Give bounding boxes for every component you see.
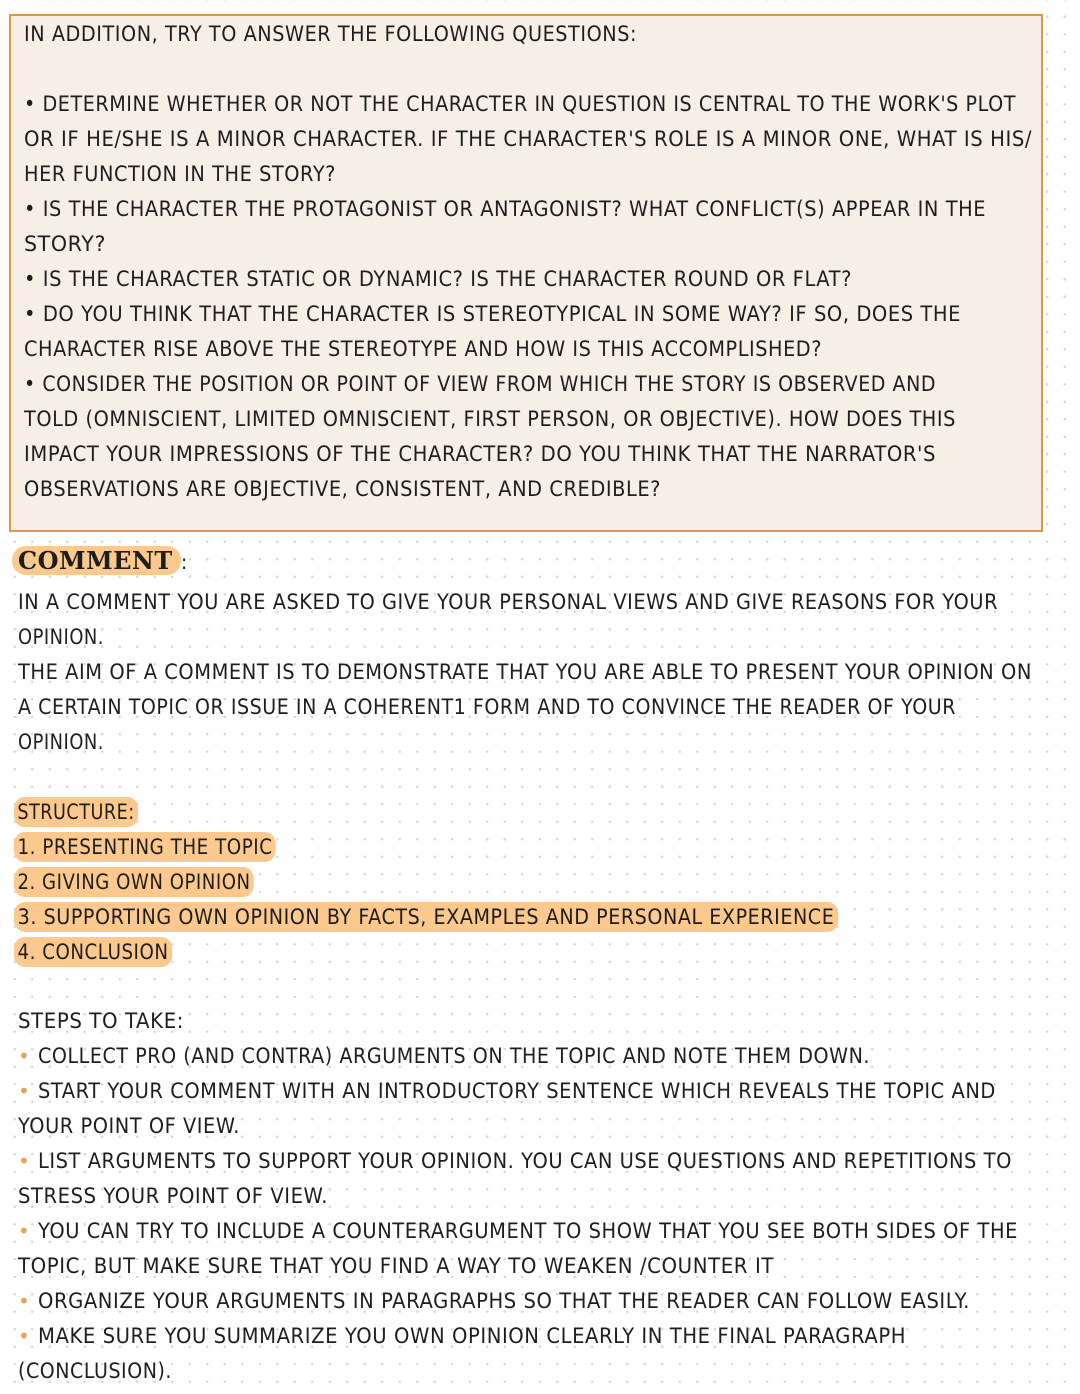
steps-line: YOUR POINT OF VIEW. (18, 1114, 241, 1138)
steps-item (18, 1322, 967, 1350)
question-line: • DO YOU THINK THAT THE CHARACTER IS STEREOTYPICAL IN SOME WAY? IF SO, DOES THE (24, 302, 962, 326)
structure-item-text: 3. SUPPORTING OWN OPINION BY FACTS, EXAMPLES AND PERSONAL EXPERIENCE (14, 902, 838, 932)
question-line: OBSERVATIONS ARE OBJECTIVE, CONSISTENT, AND CREDIBLE? (24, 477, 662, 501)
bullet-icon: • (18, 1149, 31, 1173)
bullet-icon: • (18, 1219, 31, 1243)
steps-item (18, 1287, 1038, 1315)
steps-item-text: LIST ARGUMENTS TO SUPPORT YOUR OPINION. YOU CAN USE QUESTIONS AND REPETITIONS TO (37, 1149, 1012, 1173)
comment-line: OPINION. (18, 625, 105, 649)
comment-line: IN A COMMENT YOU ARE ASKED TO GIVE YOUR PERSONAL VIEWS AND GIVE REASONS FOR YOUR (18, 590, 999, 614)
comment-line: OPINION. (18, 730, 105, 754)
comment-line: THE AIM OF A COMMENT IS TO DEMONSTRATE THAT YOU ARE ABLE TO PRESENT YOUR OPINION ON (18, 660, 1032, 684)
bullet-icon: • (18, 1324, 31, 1348)
questions-heading: IN ADDITION, TRY TO ANSWER THE FOLLOWING QUESTIONS: (24, 22, 637, 46)
structure-heading (18, 797, 162, 827)
structure-item (18, 937, 196, 967)
question-line: • IS THE CHARACTER THE PROTAGONIST OR ANTAGONIST? WHAT CONFLICT(S) APPEAR IN THE (24, 197, 987, 221)
steps-item (18, 1077, 1073, 1105)
steps-item-text: START YOUR COMMENT WITH AN INTRODUCTORY SENTENCE WHICH REVEALS THE TOPIC AND (37, 1079, 996, 1103)
steps-item-text: MAKE SURE YOU SUMMARIZE YOU OWN OPINION CLEARLY IN THE FINAL PARAGRAPH (37, 1324, 906, 1348)
steps-line: TOPIC, BUT MAKE SURE THAT YOU FIND A WAY TO WEAKEN /COUNTER IT (18, 1254, 775, 1278)
steps-item-text: COLLECT PRO (AND CONTRA) ARGUMENTS ON THE TOPIC AND NOTE THEM DOWN. (37, 1044, 870, 1068)
comment-heading-text: COMMENT (12, 546, 181, 575)
structure-item (18, 867, 292, 897)
steps-heading: STEPS TO TAKE: (18, 1009, 184, 1033)
comment-line: A CERTAIN TOPIC OR ISSUE IN A COHERENT1 FORM AND TO CONVINCE THE READER OF YOUR (18, 695, 956, 719)
question-line: • DETERMINE WHETHER OR NOT THE CHARACTER IN QUESTION IS CENTRAL TO THE WORK'S PLOT (24, 92, 1017, 116)
question-line: CHARACTER RISE ABOVE THE STEREOTYPE AND HOW IS THIS ACCOMPLISHED? (24, 337, 823, 361)
structure-item-text: 2. GIVING OWN OPINION (14, 867, 254, 897)
comment-heading-colon: : (180, 550, 188, 574)
bullet-icon: • (18, 1289, 31, 1313)
structure-item-text: 4. CONCLUSION (14, 937, 172, 967)
question-line: HER FUNCTION IN THE STORY? (24, 162, 337, 186)
structure-item-text: 1. PRESENTING THE TOPIC (14, 832, 276, 862)
comment-heading (18, 546, 188, 577)
question-line: IMPACT YOUR IMPRESSIONS OF THE CHARACTER? DO YOU THINK THAT THE NARRATOR'S (24, 442, 937, 466)
structure-item (18, 832, 314, 862)
question-line: • IS THE CHARACTER STATIC OR DYNAMIC? IS THE CHARACTER ROUND OR FLAT? (24, 267, 853, 291)
steps-line: STRESS YOUR POINT OF VIEW. (18, 1184, 329, 1208)
steps-item-text: YOU CAN TRY TO INCLUDE A COUNTERARGUMENT TO SHOW THAT YOU SEE BOTH SIDES OF THE (37, 1219, 1018, 1243)
steps-item (18, 1042, 952, 1070)
question-line: TOLD (OMNISCIENT, LIMITED OMNISCIENT, FIRST PERSON, OR OBJECTIVE). HOW DOES THIS (24, 407, 956, 431)
bullet-icon: • (18, 1079, 31, 1103)
steps-item-text: ORGANIZE YOUR ARGUMENTS IN PARAGRAPHS SO THAT THE READER CAN FOLLOW EASILY. (37, 1289, 970, 1313)
structure-heading-text: STRUCTURE: (14, 797, 138, 827)
bullet-icon: • (18, 1044, 31, 1068)
question-line: STORY? (24, 232, 107, 256)
steps-item (18, 1217, 1080, 1245)
question-line: OR IF HE/SHE IS A MINOR CHARACTER. IF THE CHARACTER'S ROLE IS A MINOR ONE, WHAT IS HIS/ (24, 127, 1033, 151)
question-line: • CONSIDER THE POSITION OR POINT OF VIEW FROM WHICH THE STORY IS OBSERVED AND (24, 372, 937, 396)
structure-item (18, 902, 919, 932)
steps-line: (CONCLUSION). (18, 1359, 172, 1383)
steps-item (18, 1147, 1080, 1175)
